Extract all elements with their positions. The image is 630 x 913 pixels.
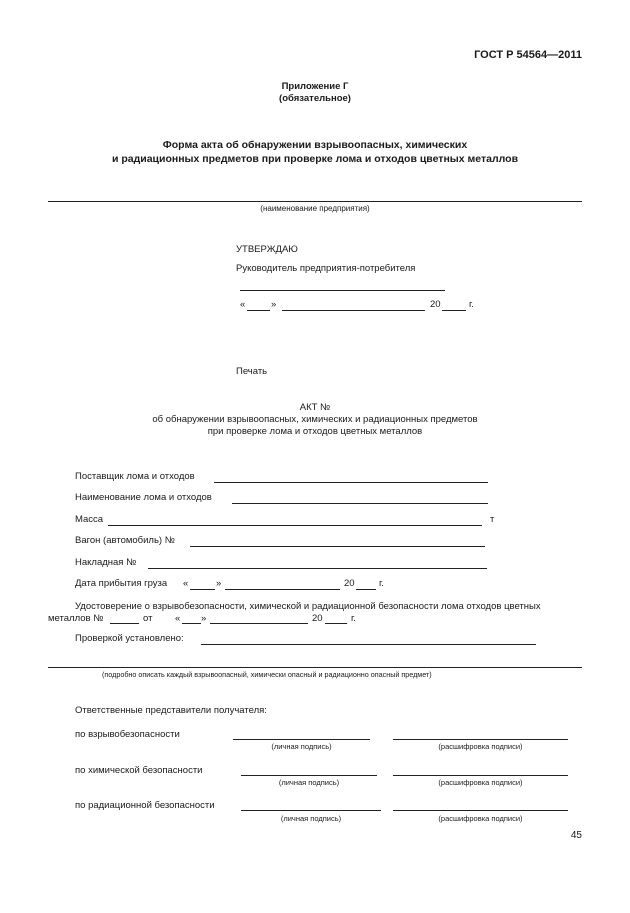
radiation-decode-caption: (расшифровка подписи) — [438, 814, 523, 823]
act-subtitle-line2: при проверке лома и отходов цветных металлов — [207, 426, 423, 437]
act-subtitle-line1: об обнаружении взрывоопасных, химических и радиационных предметов — [152, 414, 478, 425]
radiation-signature-field[interactable] — [241, 810, 381, 811]
approve-label: УТВЕРЖДАЮ — [236, 244, 298, 255]
certificate-year-prefix: 20 — [312, 613, 323, 624]
stamp-label: Печать — [236, 366, 268, 377]
approver-position: Руководитель предприятия-потребителя — [236, 263, 416, 274]
certificate-date-open: « — [175, 613, 181, 624]
approval-day-line — [247, 310, 270, 311]
certificate-line1: Удостоверение о взрывобезопасности, химической и радиационной безопасности лома отходов цветных — [75, 601, 541, 612]
form-title-line2: и радиационных предметов при проверке лома и отходов цветных металлов — [111, 153, 519, 165]
arrival-year-field[interactable] — [356, 589, 376, 590]
describe-field[interactable] — [48, 667, 582, 668]
approval-date-open: « — [240, 299, 246, 310]
scrap-name-label: Наименование лома и отходов — [75, 492, 212, 503]
approver-signature-line — [240, 290, 445, 291]
supplier-label: Поставщик лома и отходов — [75, 471, 195, 482]
arrival-year-suffix: г. — [379, 578, 384, 589]
certificate-metals-label: металлов № — [48, 613, 104, 624]
arrival-date-open: « — [183, 578, 189, 589]
row-radiation-label: по радиационной безопасности — [75, 800, 215, 811]
certificate-from-label: от — [143, 613, 153, 624]
chemical-decode-field[interactable] — [393, 775, 568, 776]
explosive-decode-field[interactable] — [393, 739, 568, 740]
chemical-decode-caption: (расшифровка подписи) — [438, 778, 523, 787]
arrival-date-close: » — [216, 578, 222, 589]
arrival-day-field[interactable] — [190, 589, 215, 590]
approval-month-line — [282, 310, 425, 311]
certificate-year-suffix: г. — [351, 613, 356, 624]
checked-label: Проверкой установлено: — [75, 633, 184, 644]
mass-unit: т — [490, 514, 495, 525]
certificate-number-field[interactable] — [110, 623, 139, 624]
mass-label: Масса — [75, 514, 104, 525]
mass-field[interactable] — [108, 525, 482, 526]
approval-year-line — [442, 310, 466, 311]
arrival-label: Дата прибытия груза — [75, 578, 168, 589]
standard-number: ГОСТ Р 54564—2011 — [474, 49, 582, 61]
act-title: АКТ № — [299, 402, 331, 413]
arrival-year-prefix: 20 — [344, 578, 355, 589]
supplier-field[interactable] — [214, 482, 488, 483]
appendix-subtitle: (обязательное) — [279, 93, 351, 104]
enterprise-line — [48, 201, 582, 202]
explosive-decode-caption: (расшифровка подписи) — [438, 742, 523, 751]
waybill-label: Накладная № — [75, 557, 137, 568]
wagon-label: Вагон (автомобиль) № — [75, 535, 175, 546]
enterprise-caption: (наименование предприятия) — [260, 204, 370, 213]
scrap-name-field[interactable] — [232, 503, 488, 504]
explosive-signature-field[interactable] — [233, 739, 370, 740]
describe-caption: (подробно описать каждый взрывоопасный, химически опасный и радиационно опасный предмет) — [102, 670, 432, 679]
appendix-title: Приложение Г — [281, 81, 349, 92]
form-title-line1: Форма акта об обнаружении взрывоопасных, химических — [162, 139, 468, 151]
row-chemical-label: по химической безопасности — [75, 765, 203, 776]
chemical-signature-field[interactable] — [241, 775, 377, 776]
radiation-signature-caption: (личная подпись) — [280, 814, 342, 823]
approval-year-suffix: г. — [469, 299, 474, 310]
responsible-heading: Ответственные представители получателя: — [75, 705, 267, 716]
row-explosive-label: по взрывобезопасности — [75, 729, 180, 740]
certificate-month-field[interactable] — [210, 623, 308, 624]
arrival-month-field[interactable] — [225, 589, 340, 590]
certificate-year-field[interactable] — [325, 623, 347, 624]
checked-field[interactable] — [201, 644, 536, 645]
waybill-field[interactable] — [148, 568, 487, 569]
radiation-decode-field[interactable] — [393, 810, 568, 811]
certificate-date-close: » — [201, 613, 207, 624]
explosive-signature-caption: (личная подпись) — [271, 742, 332, 751]
wagon-field[interactable] — [190, 546, 485, 547]
page-number: 45 — [570, 830, 582, 841]
certificate-day-field[interactable] — [182, 623, 201, 624]
approval-year-prefix: 20 — [430, 299, 441, 310]
chemical-signature-caption: (личная подпись) — [278, 778, 340, 787]
approval-date-close: » — [271, 299, 277, 310]
